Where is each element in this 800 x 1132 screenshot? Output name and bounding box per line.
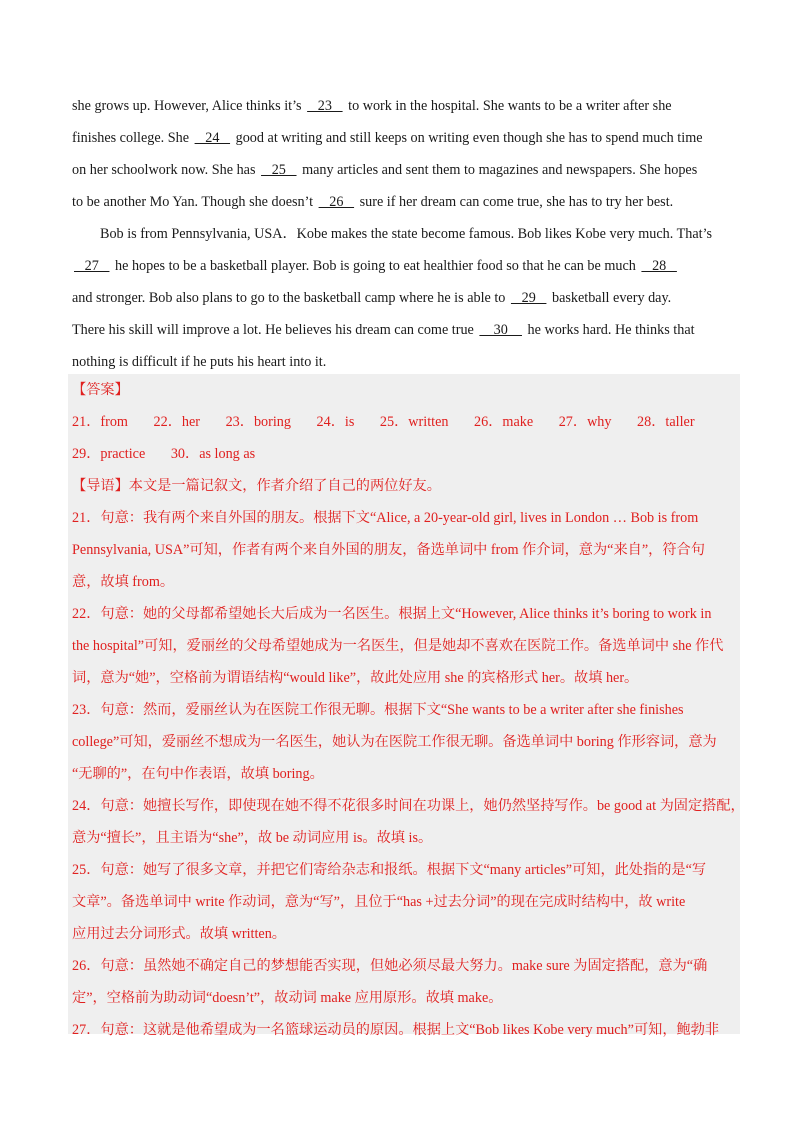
passage-line: Bob is from Pennsylvania, USA．Kobe makes the state become famous. Bob likes Kobe very much. That’s: [100, 226, 713, 242]
explanation-line: college”可知，爱丽丝不想成为一名医生，她认为在医院工作很无聊。备选单词中 boring 作形容词，意为: [72, 734, 717, 750]
explanation-line: “无聊的”，在句中作表语，故填 boring。: [72, 766, 324, 782]
explanation-line: 22．句意：她的父母都希望她长大后成为一名医生。根据上文“However, Alice thinks it’s boring to work in: [72, 606, 712, 622]
answer-heading: 【答案】: [72, 382, 129, 398]
answer-item: 23．boring: [225, 414, 291, 430]
explanation-line: 25．句意：她写了很多文章，并把它们寄给杂志和报纸。根据下文“many articles”可知，此处指的是“写: [72, 862, 707, 878]
explanation-line: the hospital”可知，爱丽丝的父母希望她成为一名医生，但是她却不喜欢在医院工作。备选单词中 she 作代: [72, 638, 724, 654]
explanation-line: 意，故填 from。: [72, 574, 175, 590]
explanation-line: 意为“擅长”，且主语为“she”，故 be 动词应用 is。故填 is。: [72, 830, 433, 846]
passage-line: she grows up. However, Alice thinks it’s 23 to work in the hospital. She wants to be a writer after she: [72, 98, 672, 114]
blank-24[interactable]: 24: [194, 130, 231, 146]
answer-item: 25．written: [379, 414, 449, 430]
explanation-line: 应用过去分词形式。故填 written。: [72, 926, 286, 942]
blank-26[interactable]: 26: [318, 194, 355, 210]
answer-item: 28．taller: [637, 414, 695, 430]
answer-item: 29．practice: [72, 446, 146, 462]
answer-item: 22．her: [153, 414, 201, 430]
passage-line: to be another Mo Yan. Though she doesn’t 26 sure if her dream can come true, she has to try her best.: [72, 194, 674, 210]
explanation-line: Pennsylvania, USA”可知，作者有两个来自外国的朋友，备选单词中 from 作介词，意为“来自”，符合句: [72, 542, 705, 558]
answer-item: 30．as long as: [170, 446, 256, 462]
blank-27[interactable]: 27: [74, 258, 110, 274]
passage: [72, 90, 732, 378]
passage-line: on her schoolwork now. She has 25 many articles and sent them to magazines and newspapers. She hopes: [72, 162, 698, 178]
passage-line: and stronger. Bob also plans to go to the basketball camp where he is able to 29 basketball every day.: [72, 290, 672, 306]
answer-item: 24．is: [316, 414, 355, 430]
explanation-line: 23．句意：然而，爱丽丝认为在医院工作很无聊。根据下文“She wants to be a writer after she finishes: [72, 702, 684, 718]
explanation-line: 【导语】本文是一篇记叙文，作者介绍了自己的两位好友。: [72, 478, 441, 494]
blank-30[interactable]: 30: [479, 322, 522, 338]
answer-item: 21．from: [72, 414, 128, 430]
answer-item: 26．make: [474, 414, 534, 430]
answer-row: [68, 406, 740, 438]
blank-29[interactable]: 29: [510, 290, 547, 306]
blank-28[interactable]: 28: [641, 258, 677, 274]
explanation-line: 词，意为“她”，空格前为谓语结构“would like”，故此处应用 she 的宾格形式 her。故填 her。: [72, 670, 639, 686]
passage-line: There his skill will improve a lot. He believes his dream can come true 30 he works hard. He thinks that: [72, 322, 695, 338]
passage-line: finishes college. She 24 good at writing and still keeps on writing even though she has to spend much time: [72, 130, 703, 146]
blank-23[interactable]: 23: [307, 98, 343, 114]
explanation-line: 文章”。备选单词中 write 作动词，意为“写”，且位于“has +过去分词”的现在完成时结构中，故 write: [72, 894, 686, 910]
explanation-line: 24．句意：她擅长写作，即使现在她不得不花很多时间在功课上，她仍然坚持写作。be good at 为固定搭配，: [72, 798, 745, 814]
explanation-line: 27．句意：这就是他希望成为一名篮球运动员的原因。根据上文“Bob likes Kobe very much”可知，鲍勃非: [72, 1022, 720, 1038]
explanation-line: 26．句意：虽然她不确定自己的梦想能否实现，但她必须尽最大努力。make sure 为固定搭配，意为“确: [72, 958, 708, 974]
explanation-line: 定”，空格前为助动词“doesn’t”，故动词 make 应用原形。故填 make。: [72, 990, 503, 1006]
answer-row: [68, 438, 740, 470]
explanation-line: 21．句意：我有两个来自外国的朋友。根据下文“Alice, a 20-year-old girl, lives in London … Bob is from: [72, 510, 699, 526]
passage-line: 27 he hopes to be a basketball player. Bob is going to eat healthier food so that he can be much 28: [74, 258, 677, 274]
answer-item: 27．why: [558, 414, 612, 430]
blank-25[interactable]: 25: [261, 162, 297, 178]
answer-section: [68, 374, 745, 1038]
passage-line: nothing is difficult if he puts his heart into it.: [72, 354, 327, 370]
